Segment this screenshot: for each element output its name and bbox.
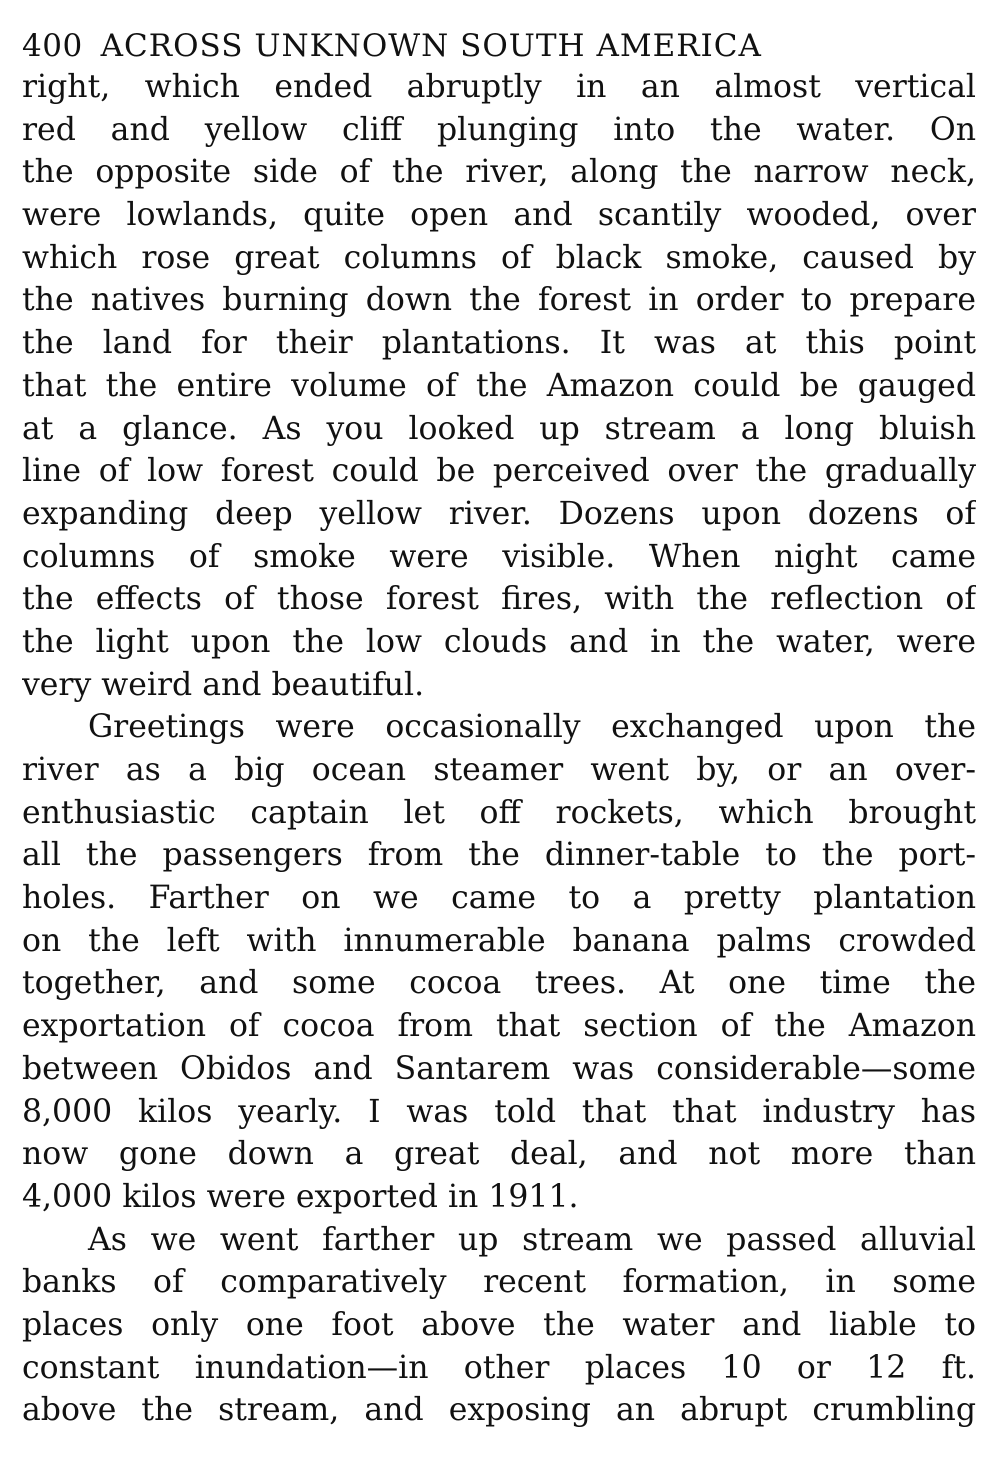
text-line: Greetings were occasionally exchanged upon the: [88, 709, 976, 746]
paragraph: [22, 66, 976, 706]
text-line: columns of smoke were visible. When night came: [22, 538, 976, 575]
text-line: right, which ended abruptly in an almost vertical: [22, 69, 976, 105]
text-line: river as a big ocean steamer went by, or an over-: [22, 752, 976, 788]
text-line: above the stream, and exposing an abrupt crumbling: [22, 1392, 976, 1429]
paragraph: [22, 706, 976, 1218]
text-line: banks of comparatively recent formation, in some: [22, 1264, 976, 1301]
text-line: that the entire volume of the Amazon could be gauged: [22, 367, 976, 404]
paragraph: [22, 1219, 976, 1432]
text-line: 4,000 kilos were exported in 1911.: [22, 1178, 579, 1215]
running-title: ACROSS UNKNOWN SOUTH AMERICA: [100, 28, 762, 64]
text-line: exportation of cocoa from that section of the Amazon: [22, 1008, 976, 1045]
text-line: enthusiastic captain let off rockets, which brought: [22, 794, 976, 831]
text-line: were lowlands, quite open and scantily wooded, over: [22, 197, 976, 234]
running-head: [22, 24, 976, 68]
text-line: the land for their plantations. It was at this point: [22, 325, 976, 362]
text-line: all the passengers from the dinner-table to the port-: [22, 837, 976, 874]
text-line: between Obidos and Santarem was considerable—some: [22, 1050, 976, 1087]
text-line: on the left with innumerable banana palms crowded: [22, 922, 976, 959]
text-line: constant inundation—in other places 10 or 12 ft.: [22, 1349, 976, 1386]
text-line: holes. Farther on we came to a pretty plantation: [22, 880, 976, 917]
text-line: the light upon the low clouds and in the water, were: [22, 623, 976, 660]
body-text: [22, 66, 976, 1432]
text-line: the natives burning down the forest in order to prepare: [22, 282, 976, 319]
text-line: the effects of those forest fires, with the reflection of: [22, 581, 976, 618]
text-line: 8,000 kilos yearly. I was told that that industry has: [22, 1093, 976, 1130]
text-line: together, and some cocoa trees. At one time the: [22, 965, 976, 1002]
text-line: As we went farther up stream we passed alluvial: [88, 1221, 976, 1258]
text-line: line of low forest could be perceived over the gradually: [22, 453, 976, 490]
text-line: expanding deep yellow river. Dozens upon dozens of: [22, 495, 976, 532]
text-line: red and yellow cliff plunging into the water. On: [22, 111, 976, 148]
text-line: at a glance. As you looked up stream a long bluish: [22, 410, 976, 447]
text-line: which rose great columns of black smoke, caused by: [22, 239, 976, 276]
text-line: now gone down a great deal, and not more than: [22, 1136, 976, 1173]
page-number: 400: [22, 28, 83, 64]
text-line: the opposite side of the river, along the narrow neck,: [22, 154, 976, 191]
text-line: very weird and beautiful.: [22, 666, 425, 703]
book-page: [22, 24, 976, 1432]
text-line: places only one foot above the water and liable to: [22, 1306, 976, 1343]
